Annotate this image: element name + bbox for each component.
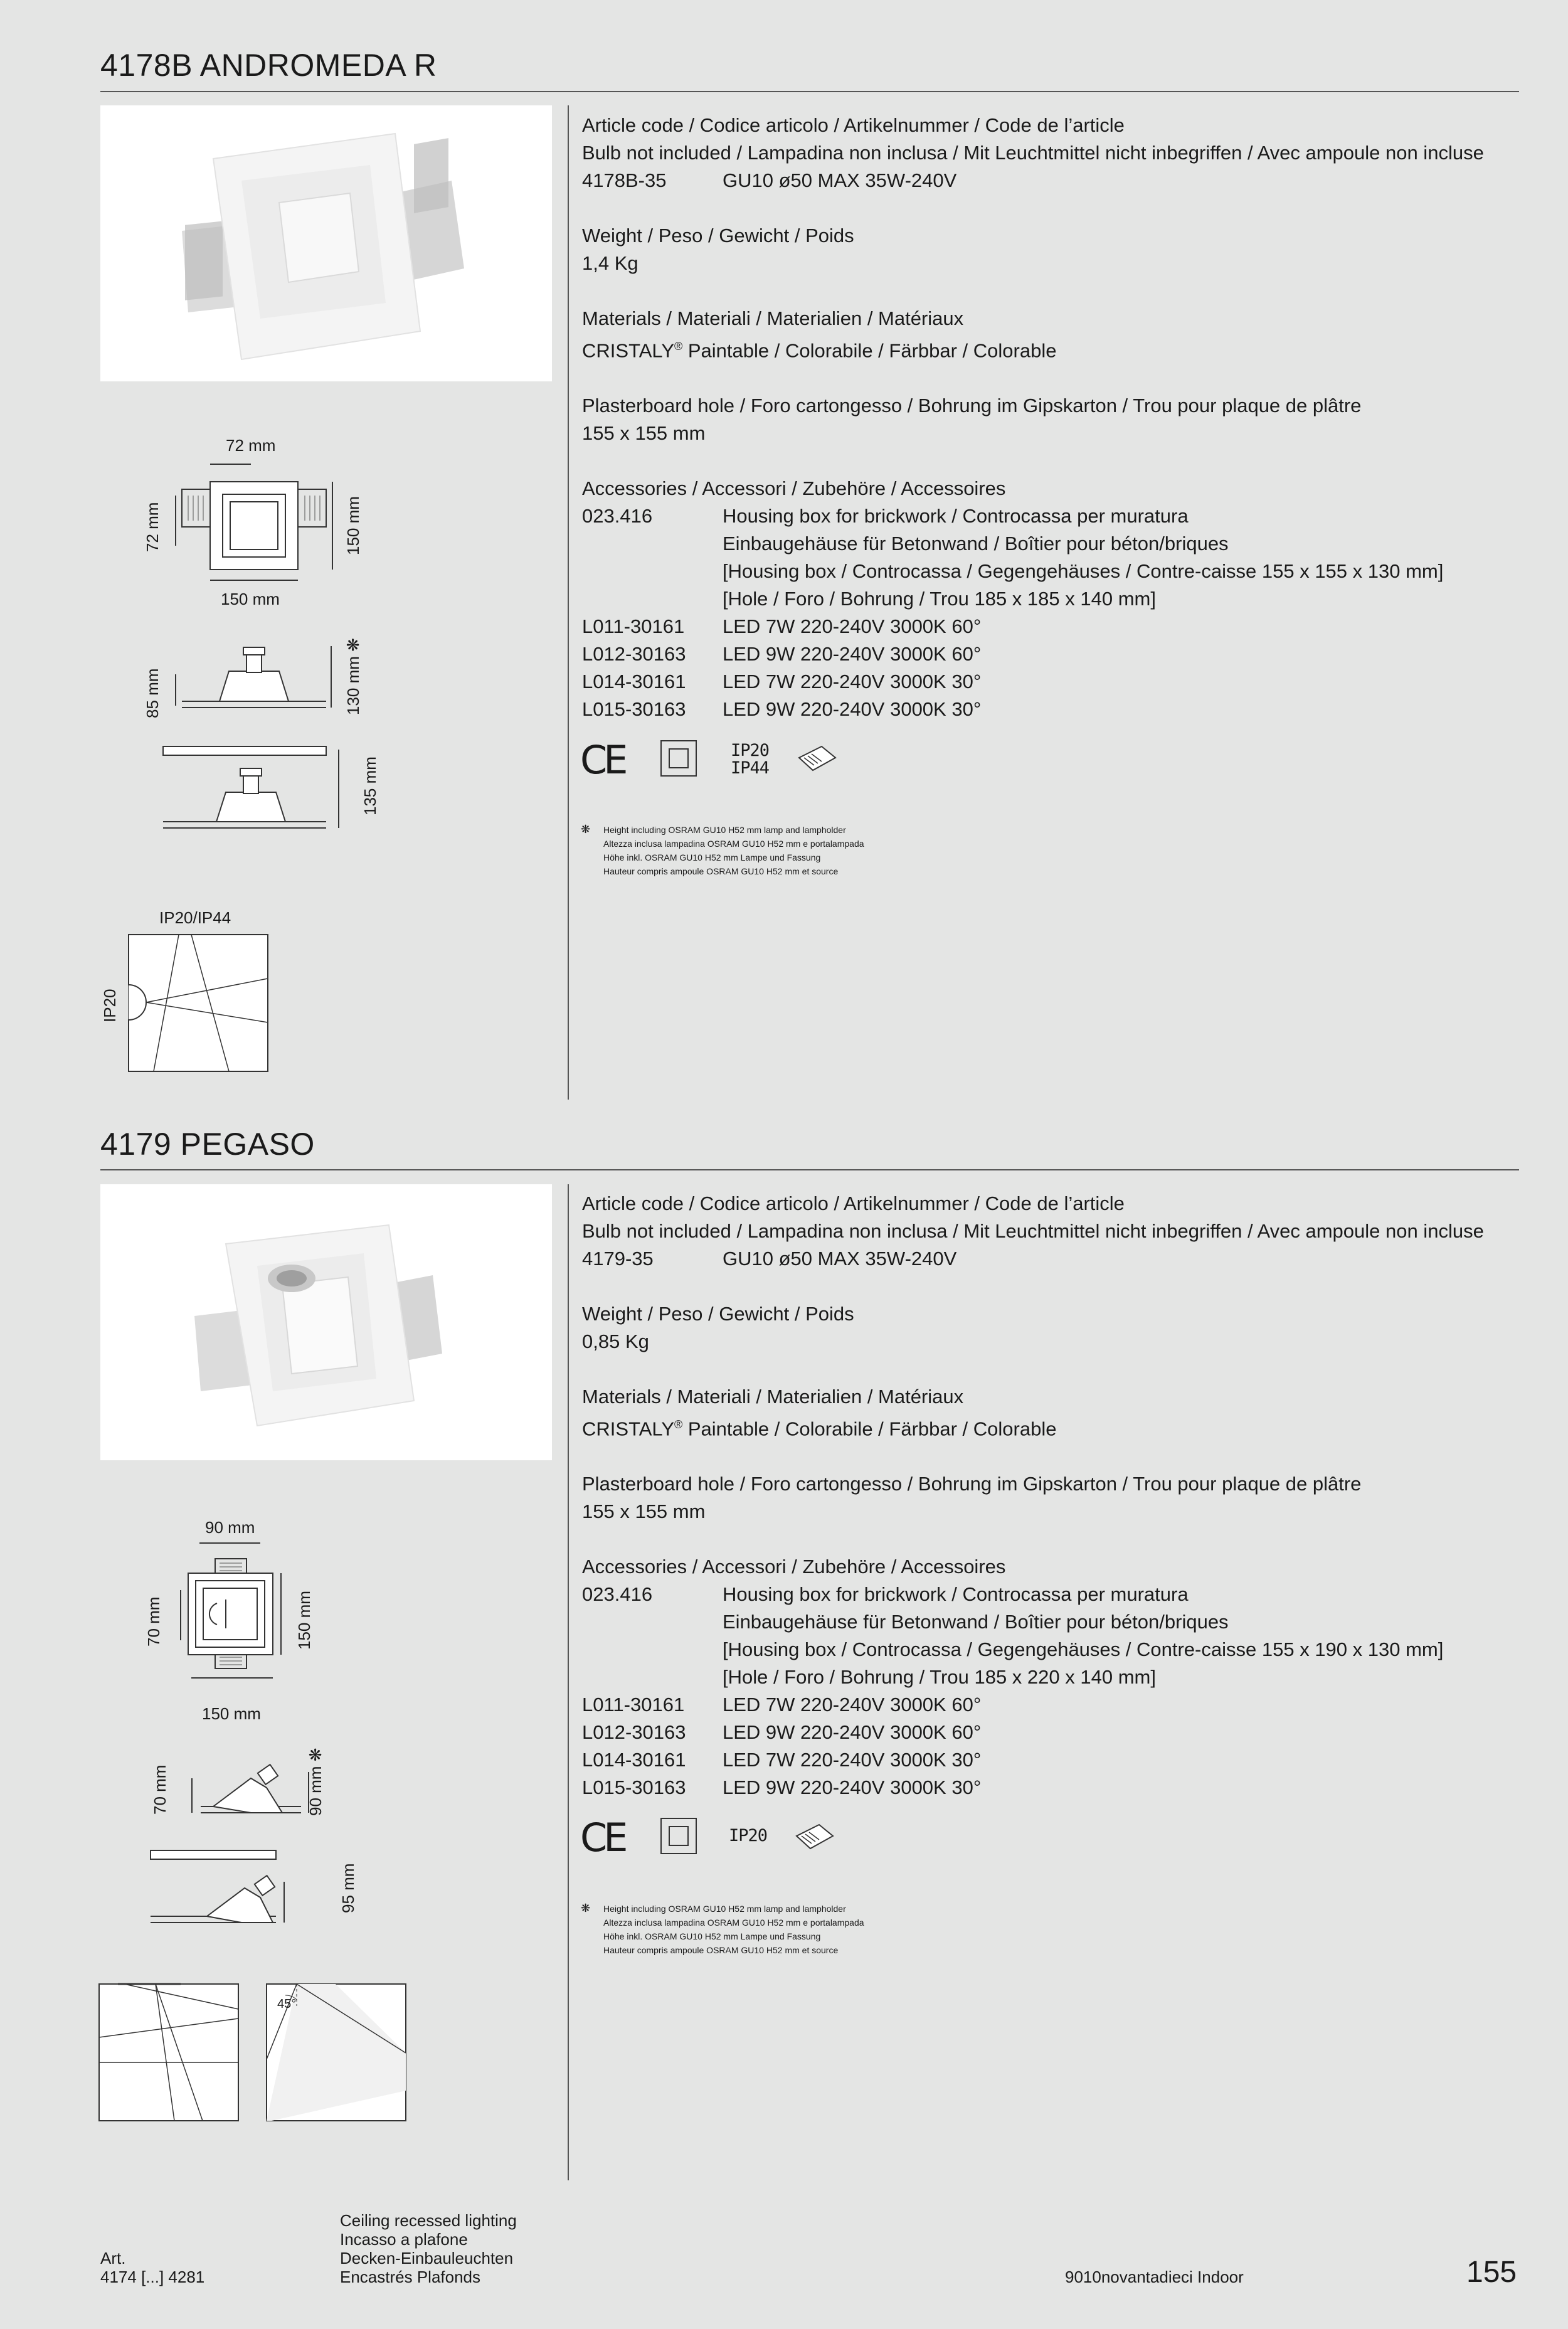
accessory-desc: LED 9W 220-240V 3000K 30° [723,698,982,721]
footnote-line: Altezza inclusa lampadina OSRAM GU10 H52 mm e portalampada [603,1918,864,1928]
accessory-desc: LED 9W 220-240V 3000K 60° [723,643,982,666]
footnote-line: Altezza inclusa lampadina OSRAM GU10 H52 mm e portalampada [603,839,864,849]
accessory-desc: [Housing box / Controcassa / Gegengehäuses / Contre-caisse 155 x 155 x 130 mm] [723,560,1444,583]
accessory-desc: LED 7W 220-240V 3000K 30° [723,1749,982,1771]
accessory-desc: LED 9W 220-240V 3000K 30° [723,1776,982,1799]
plasterboard-icon [798,744,837,773]
accessory-code: L011-30161 [582,1694,685,1716]
dim-bottom-width: 150 mm [221,590,280,608]
beam-diagram [99,1984,243,2123]
accessory-code: L015-30163 [582,1776,686,1799]
weight-heading: Weight / Peso / Gewicht / Poids [582,225,854,247]
accessory-code: L014-30161 [582,671,686,693]
accessory-row [582,558,1523,585]
accessory-desc: LED 9W 220-240V 3000K 60° [723,1721,982,1744]
accessory-row [582,1774,1523,1801]
accessory-row [582,1608,1523,1636]
accessory-row [582,1636,1523,1663]
spec-block [582,1190,1523,1801]
footer-art [100,2249,204,2286]
materials-value [582,332,1523,364]
luminaire-photo-drawing [100,1184,552,1460]
dim-install-height: 95 mm [339,1863,358,1913]
footnote-line: Hauteur compris ampoule OSRAM GU10 H52 mm et source [603,866,839,876]
hole-value: 155 x 155 mm [582,1500,706,1523]
product-photo [100,1184,552,1460]
ip-rating-icon [731,742,769,777]
footer-category-line: Ceiling recessed lighting [340,2211,517,2230]
accessory-row [582,668,1523,696]
hole-heading: Plasterboard hole / Foro cartongesso / Bohrung im Gipskarton / Trou pour plaque de plâtre [582,1473,1362,1495]
footnote-line: Hauteur compris ampoule OSRAM GU10 H52 mm et source [603,1945,839,1955]
accessory-desc: [Housing box / Controcassa / Gegengehäuses / Contre-caisse 155 x 190 x 130 mm] [723,1638,1444,1661]
accessory-code: L012-30163 [582,1721,686,1744]
footnote-line: Height including OSRAM GU10 H52 mm lamp and lampholder [603,1904,846,1914]
accessory-row [582,530,1523,558]
dim-side-right [344,638,363,715]
title-rule [100,91,1519,92]
class-ii-icon [660,740,697,777]
accessory-desc: Einbaugehäuse für Betonwand / Boîtier pour béton/briques [723,533,1229,555]
accessory-desc: [Hole / Foro / Bohrung / Trou 185 x 185 x 140 mm] [723,588,1156,610]
installation-drawing [147,1844,336,1932]
article-row [582,1245,1523,1273]
footnote-line: Höhe inkl. OSRAM GU10 H52 mm Lampe und Fassung [603,852,821,862]
ip-rating-line: IP20 [729,1826,768,1845]
accessory-row [582,640,1523,668]
article-code: 4179-35 [582,1248,654,1270]
accessories-heading: Accessories / Accessori / Zubehöre / Accessoires [582,1556,1006,1578]
luminaire-photo-drawing [100,105,552,381]
ip-protection-diagram [129,935,270,1073]
materials-brand: CRISTALY [582,339,674,362]
ip-rating-line: IP44 [731,758,770,778]
footer-art-range: 4174 [...] 4281 [100,2268,205,2286]
materials-brand: CRISTALY [582,1418,674,1440]
accessory-code: L011-30161 [582,615,685,638]
ip-rating-icon [729,1827,767,1845]
article-heading: Article code / Codice articolo / Artikelnummer / Code de l’article [582,114,1125,136]
footnote [603,823,864,878]
article-heading: Article code / Codice articolo / Artikelnummer / Code de l’article [582,1192,1125,1214]
installation-drawing [157,743,364,844]
spec-block [582,112,1523,723]
dim-right-height: 150 mm [295,1591,314,1650]
dim-side-right [306,1748,326,1817]
accessories-list [582,502,1523,723]
accessory-row [582,1719,1523,1746]
ce-mark-icon: CE [580,1815,625,1860]
article-desc: GU10 ø50 MAX 35W-240V [723,1248,957,1270]
ip-diagram-side-label: IP20 [100,989,119,1022]
height-star-icon: ❋ [344,638,363,652]
accessory-desc: LED 7W 220-240V 3000K 60° [723,1694,982,1716]
height-star-icon: ❋ [306,1748,325,1762]
accessory-desc: Einbaugehäuse für Betonwand / Boîtier pour béton/briques [723,1611,1229,1633]
ip-diagram-label: IP20/IP44 [159,908,231,927]
accessory-row [582,1581,1523,1608]
accessory-desc: [Hole / Foro / Bohrung / Trou 185 x 220 x 140 mm] [723,1666,1156,1689]
title-rule [100,1169,1519,1170]
accessory-row [582,1691,1523,1719]
accessory-desc: LED 7W 220-240V 3000K 30° [723,671,982,693]
accessory-row [582,696,1523,723]
accessory-code: L015-30163 [582,698,686,721]
article-row [582,167,1523,194]
materials-value [582,1411,1523,1443]
materials-heading: Materials / Materiali / Materialien / Matériaux [582,1386,964,1408]
article-code: 4178B-35 [582,169,667,191]
dim-top-width: 72 mm [226,436,276,455]
product-title: 4178B ANDROMEDA R [100,48,437,83]
footer-art-label: Art. [100,2249,126,2268]
dim-side-right-value: 90 mm [306,1766,325,1816]
dim-side-right-value: 130 mm [344,656,363,715]
column-divider [568,105,569,1100]
ce-mark-icon: CE [580,737,625,783]
footnote-line: Height including OSRAM GU10 H52 mm lamp and lampholder [603,825,846,835]
weight-value: 1,4 Kg [582,252,638,274]
technical-drawing [157,458,364,772]
footer-category-line: Encastrés Plafonds [340,2268,481,2286]
plasterboard-icon [795,1822,834,1851]
footer-category-line: Incasso a plafone [340,2230,468,2249]
page-number: 155 [1466,2256,1517,2289]
bulb-note: Bulb not included / Lampadina non inclusa / Mit Leuchtmittel nicht inbegriffen / Avec ampoule non incluse [582,142,1484,164]
accessory-row [582,1663,1523,1691]
dim-side-left: 85 mm [143,668,162,718]
dim-bottom-width: 150 mm [202,1704,261,1723]
accessories-heading: Accessories / Accessori / Zubehöre / Accessoires [582,477,1006,500]
accessory-row [582,502,1523,530]
accessory-desc: Housing box for brickwork / Controcassa per muratura [723,505,1189,528]
hole-value: 155 x 155 mm [582,422,706,445]
footer-category [340,2211,517,2286]
weight-heading: Weight / Peso / Gewicht / Poids [582,1303,854,1325]
registered-mark: ® [674,1418,683,1431]
footnote [603,1902,864,1957]
accessory-code: 023.416 [582,1583,653,1606]
materials-heading: Materials / Materiali / Materialien / Matériaux [582,307,964,329]
accessory-row [582,585,1523,613]
accessory-code: L014-30161 [582,1749,686,1771]
dim-left-height: 72 mm [143,502,162,552]
materials-rest: Paintable / Colorabile / Färbbar / Colorable [682,339,1057,362]
hole-heading: Plasterboard hole / Foro cartongesso / Bohrung im Gipskarton / Trou pour plaque de plâtre [582,395,1362,417]
product-photo [100,105,552,381]
tilt-angle-label: 45° [277,1997,297,2011]
accessory-desc: Housing box for brickwork / Controcassa per muratura [723,1583,1189,1606]
footnote-line: Höhe inkl. OSRAM GU10 H52 mm Lampe und Fassung [603,1931,821,1941]
dim-top-width: 90 mm [205,1518,255,1537]
footer-brand: 9010novantadieci Indoor [1065,2268,1244,2286]
weight-value: 0,85 Kg [582,1330,649,1352]
dim-install-height: 135 mm [361,756,379,815]
accessories-list [582,1581,1523,1801]
dim-side-left: 70 mm [151,1764,169,1815]
product-title: 4179 PEGASO [100,1127,315,1162]
dim-right-height: 150 mm [344,496,363,555]
registered-mark: ® [674,340,683,353]
bulb-note: Bulb not included / Lampadina non inclusa / Mit Leuchtmittel nicht inbegriffen / Avec ampoule non incluse [582,1220,1484,1242]
dim-left-height: 70 mm [144,1596,163,1647]
column-divider [568,1184,569,2180]
accessory-code: L012-30163 [582,643,686,666]
accessory-row [582,613,1523,640]
footnote-star-icon: ❋ [581,823,591,836]
footnote-star-icon: ❋ [581,1902,591,1914]
footer-category-line: Decken-Einbauleuchten [340,2249,514,2268]
article-desc: GU10 ø50 MAX 35W-240V [723,169,957,191]
accessory-desc: LED 7W 220-240V 3000K 60° [723,615,982,638]
accessory-code: 023.416 [582,505,653,528]
class-ii-icon [660,1818,697,1854]
ip-rating-line: IP20 [731,741,770,760]
accessory-row [582,1746,1523,1774]
materials-rest: Paintable / Colorabile / Färbbar / Colorable [682,1418,1057,1440]
